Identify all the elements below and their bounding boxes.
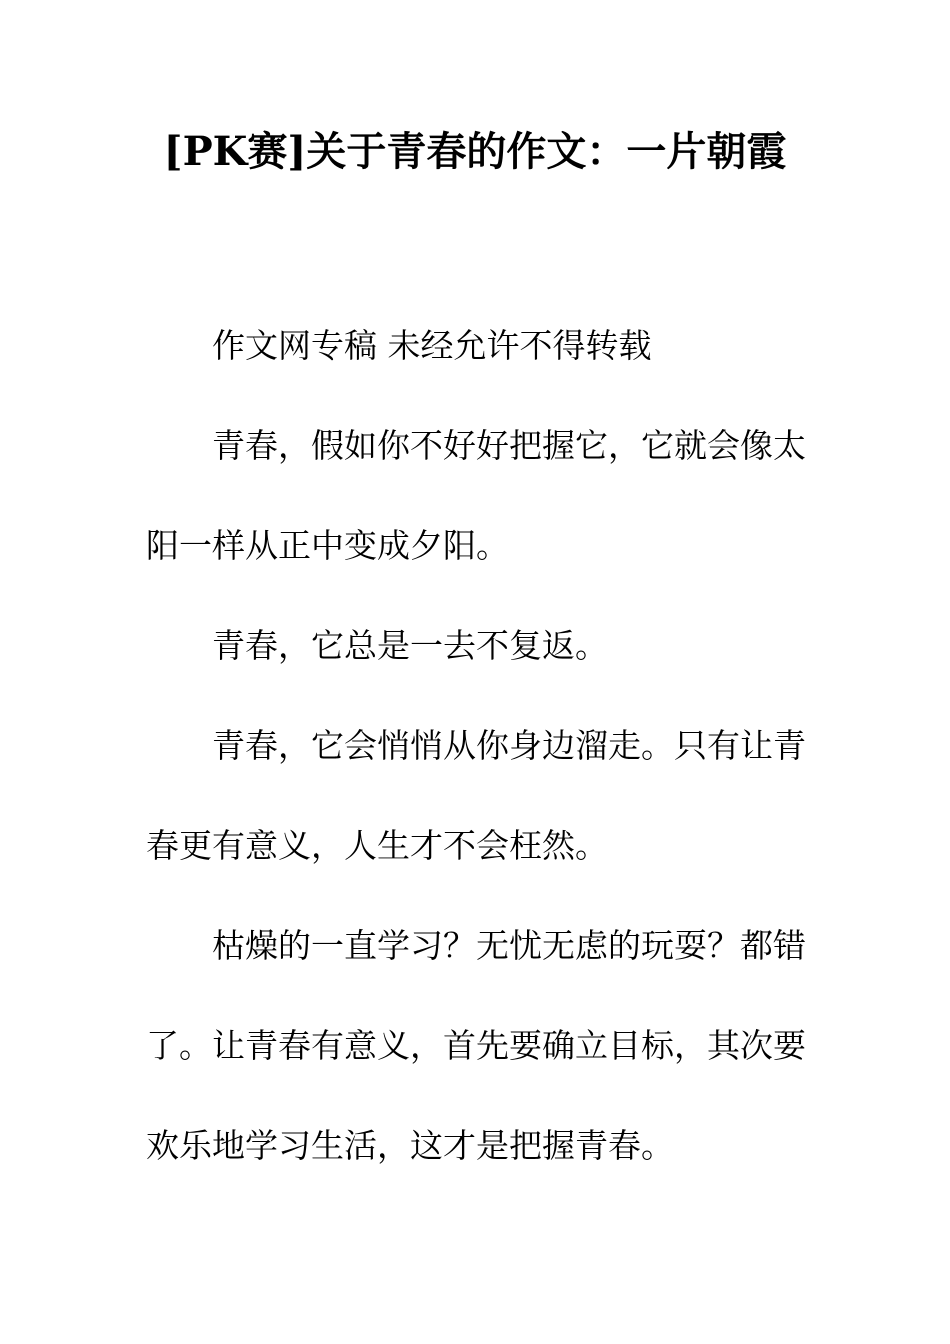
paragraph: 枯燥的一直学习？无忧无虑的玩耍？都错了。让青春有意义，首先要确立目标，其次要欢乐地学习生活，这才是把握青春。 [146,926,806,1165]
document-body [146,296,806,1196]
paragraph: 青春，它总是一去不复返。 [212,626,608,665]
paragraph: 青春，假如你不好好把握它，它就会像太阳一样从正中变成夕阳。 [146,426,806,565]
paragraph-byline: 作文网专稿 未经允许不得转载 [212,326,652,365]
document-title: [PK赛]关于青春的作文：一片朝霞 [163,128,787,175]
paragraph: 青春，它会悄悄从你身边溜走。只有让青春更有意义，人生才不会枉然。 [146,726,806,865]
